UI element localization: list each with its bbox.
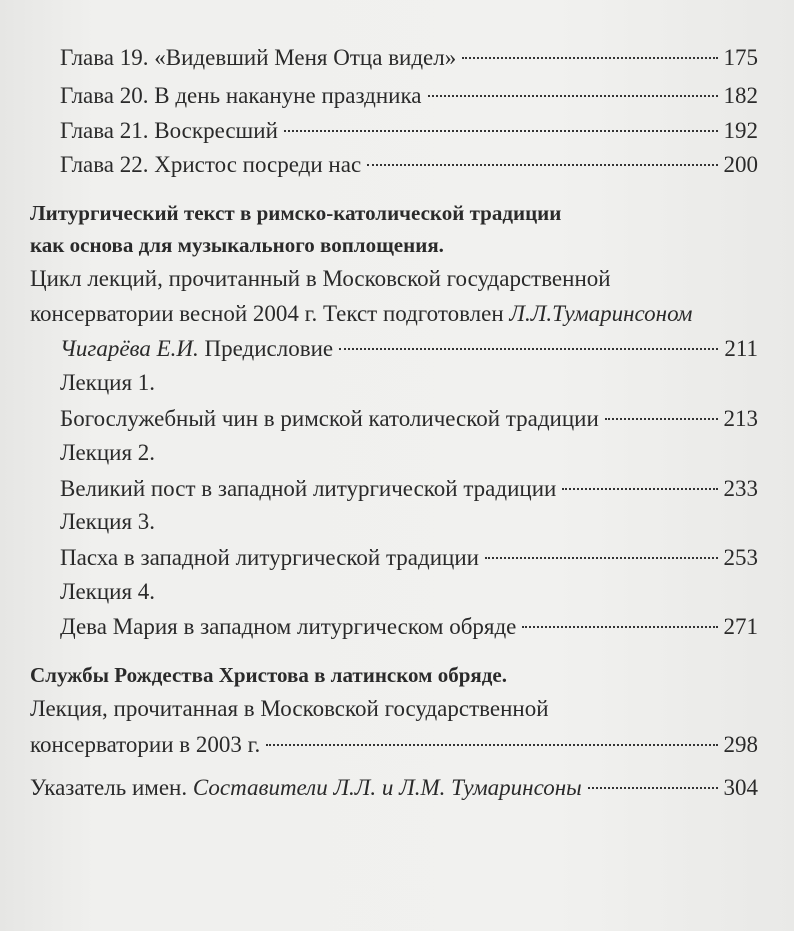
description-text: консерватории весной 2004 г. Текст подготовлен — [30, 301, 510, 326]
toc-title: Глава 20. В день накануне праздника — [60, 83, 422, 108]
toc-entry-chapter-22 — [60, 150, 758, 180]
toc-page: 175 — [723, 45, 758, 70]
toc-page: 233 — [723, 476, 758, 501]
section-description — [30, 299, 692, 329]
toc-title — [60, 334, 333, 364]
toc-entry-lecture-4 — [60, 612, 758, 642]
toc-page: 304 — [723, 775, 758, 800]
editor-name: Л.Л.Тумаринсоном — [509, 301, 693, 326]
toc-page: 200 — [723, 152, 758, 177]
toc-entry-index — [30, 773, 758, 803]
toc-page: 211 — [724, 336, 758, 361]
section-description: Цикл лекций, прочитанный в Московской государственной — [30, 266, 611, 291]
lecture-label: Лекция 3. — [60, 509, 156, 534]
toc-page: 271 — [723, 614, 758, 639]
toc-title: Глава 22. Христос посреди нас — [60, 152, 362, 177]
dot-leader — [562, 488, 717, 490]
dot-leader — [462, 57, 717, 59]
toc-entry-christmas-lecture — [30, 730, 758, 760]
toc-page: 213 — [723, 406, 758, 431]
toc-page: 182 — [723, 83, 758, 108]
toc-title — [30, 773, 582, 803]
toc-entry-preface — [60, 334, 758, 364]
index-compilers: Составители Л.Л. и Л.М. Тумаринсоны — [192, 775, 582, 800]
lecture-label: Лекция 1. — [60, 370, 156, 395]
dot-leader — [588, 787, 718, 789]
toc-title: Глава 21. Воскресший — [60, 118, 278, 143]
toc-title: Глава 19. «Видевший Меня Отца видел» — [60, 45, 457, 70]
toc-page: 298 — [723, 732, 758, 757]
section-heading: Службы Рождества Христова в латинском обряде. — [30, 663, 507, 687]
toc-title: консерватории в 2003 г. — [30, 732, 261, 757]
toc-entry-chapter-21 — [60, 116, 758, 146]
toc-title: Пасха в западной литургической традиции — [60, 545, 479, 570]
lecture-label: Лекция 2. — [60, 440, 156, 465]
toc-title: Дева Мария в западном литургическом обряде — [60, 614, 517, 639]
toc-entry-chapter-19 — [60, 43, 758, 73]
dot-leader — [485, 557, 718, 559]
dot-leader — [284, 130, 718, 132]
preface-author: Чигарёва Е.И. — [60, 336, 199, 361]
toc-entry-lecture-1 — [60, 404, 758, 434]
dot-leader — [339, 348, 718, 350]
dot-leader — [428, 95, 718, 97]
toc-title: Богослужебный чин в римской католической традиции — [60, 406, 599, 431]
toc-entry-lecture-3 — [60, 543, 758, 573]
section-heading: Литургический текст в римско-католической традиции — [30, 201, 562, 225]
preface-label: Предисловие — [198, 336, 334, 361]
lecture-label: Лекция 4. — [60, 579, 156, 604]
toc-title: Великий пост в западной литургической традиции — [60, 476, 557, 501]
dot-leader — [522, 626, 717, 628]
dot-leader — [367, 164, 717, 166]
toc-entry-chapter-20 — [60, 81, 758, 111]
toc-page: 192 — [723, 118, 758, 143]
toc-entry-lecture-2 — [60, 474, 758, 504]
index-label: Указатель имен. — [30, 775, 193, 800]
section-heading: как основа для музыкального воплощения. — [30, 233, 444, 257]
section-description: Лекция, прочитанная в Московской государственной — [30, 696, 549, 721]
toc-page: 253 — [723, 545, 758, 570]
dot-leader — [605, 418, 718, 420]
dot-leader — [266, 744, 717, 746]
